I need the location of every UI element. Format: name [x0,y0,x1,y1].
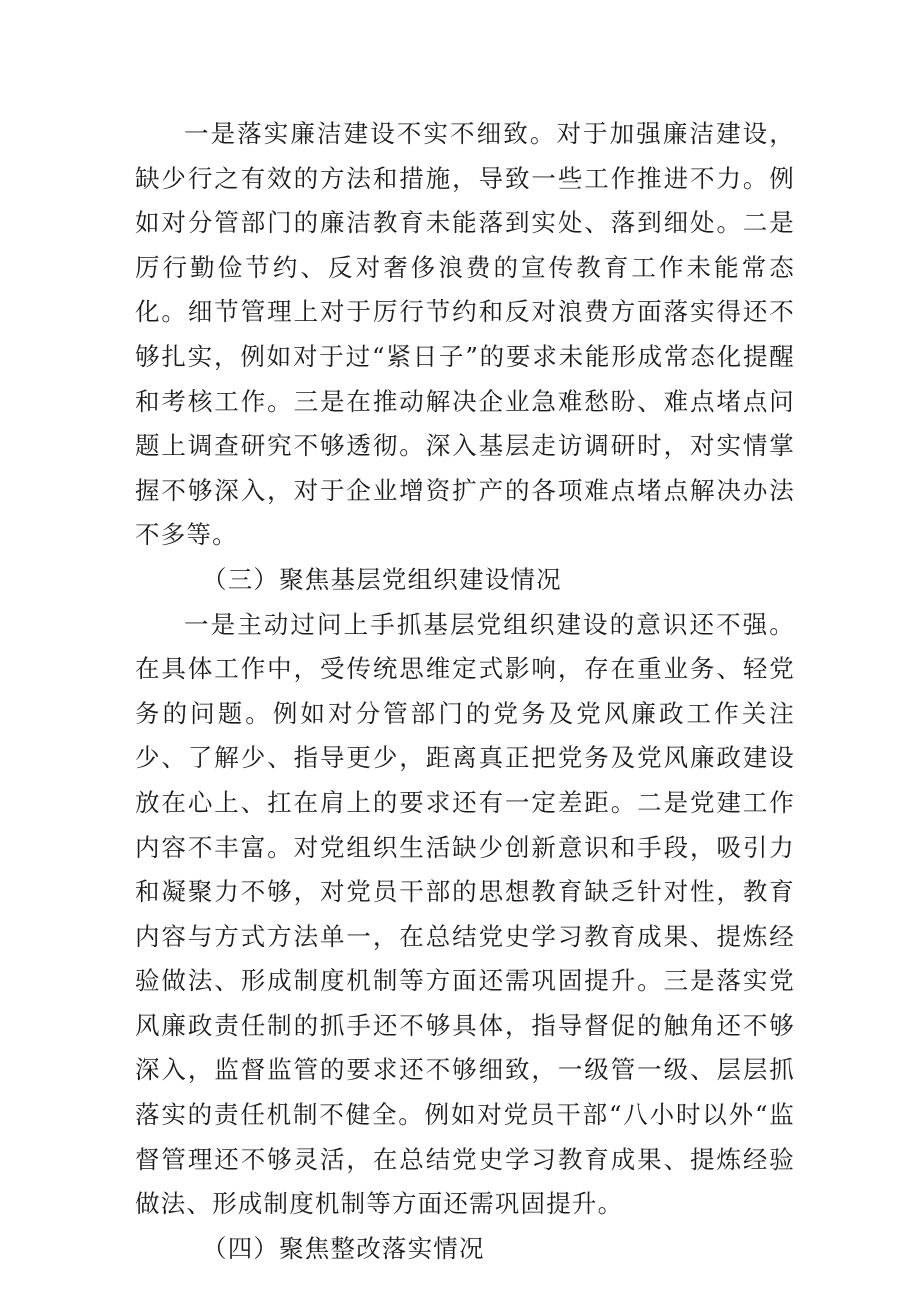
paragraph-integrity-building: 一是落实廉洁建设不实不细致。对于加强廉洁建设，缺少行之有效的方法和措施，导致一些工作推进不力。例如对分管部门的廉洁教育未能落到实处、落到细处。二是厉行勤俭节约、反对奢侈浪费的宣传教育工作未能常态化。细节管理上对于厉行节约和反对浪费方面落实得还不够扎实，例如对于过“紧日子”的要求未能形成常态化提醒和考核工作。三是在推动解决企业急难愁盼、难点堵点问题上调查研究不够透彻。深入基层走访调研时，对实情掌握不够深入，对于企业增资扩产的各项难点堵点解决办法不多等。 [135,119,795,550]
document-body [135,112,795,1271]
paragraph-party-organization: 一是主动过问上手抓基层党组织建设的意识还不强。在具体工作中，受传统思维定式影响，存在重业务、轻党务的问题。例如对分管部门的党务及党风廉政工作关注少、了解少、指导更少，距离真正把党务及党风廉政建设放在心上、扛在肩上的要求还有一定差距。二是党建工作内容不丰富。对党组织生活缺少创新意识和手段，吸引力和凝聚力不够，对党员干部的思想教育缺乏针对性，教育内容与方式方法单一，在总结党史学习教育成果、提炼经验做法、形成制度机制等方面还需巩固提升。三是落实党风廉政责任制的抓手还不够具体，指导督促的触角还不够深入，监督监管的要求还不够细致，一级管一级、层层抓落实的责任机制不健全。例如对党员干部“八小时以外“监督管理还不够灵活，在总结党史学习教育成果、提炼经验做法、形成制度机制等方面还需巩固提升。 [135,609,795,1219]
section-heading-party-organization: （三）聚焦基层党组织建设情况 [202,564,562,594]
section-heading-rectification: （四）聚焦整改落实情况 [202,1233,485,1263]
